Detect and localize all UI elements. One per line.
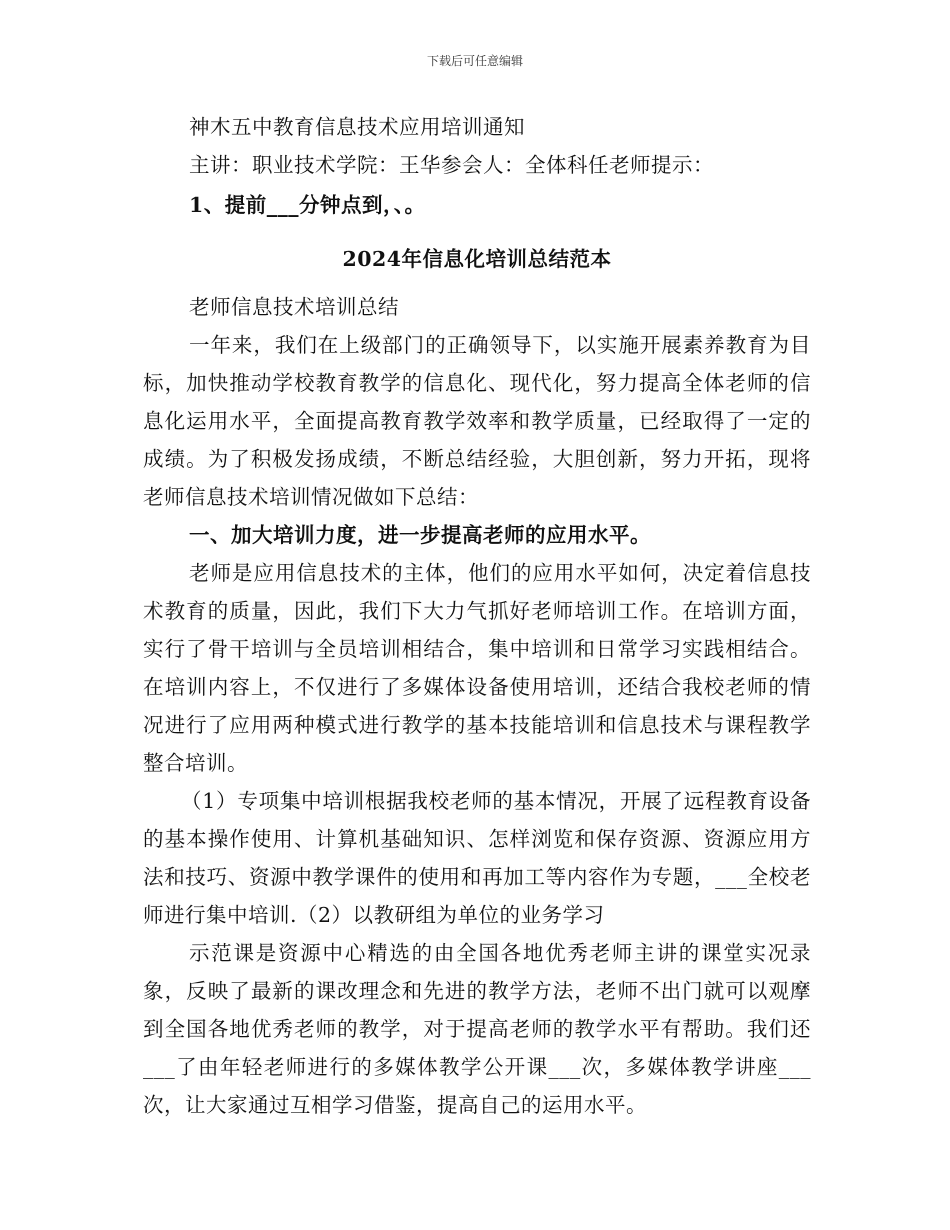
notice-title: 神木五中教育信息技术应用培训通知: [189, 115, 525, 139]
section-heading-1: 一、加大培训力度，进一步提高老师的应用水平。: [189, 523, 651, 547]
paragraph-intro: 一年来，我们在上级部门的正确领导下，以实施开展素养教育为目标，加快推动学校教育教学的信息化、现代化，努力提高全体老师的信息化运用水平，全面提高教育教学效率和教学质量，已经取得了一定的成绩。为了积极发扬成绩，不断总结经验，大胆创新，努力开拓，现将老师信息技术培训情况做如下总结：: [143, 333, 811, 509]
document-subtitle: 老师信息技术培训总结: [189, 295, 399, 319]
document-body: [143, 108, 811, 1124]
paragraph-focused-training: （1）专项集中培训根据我校老师的基本情况，开展了远程教育设备的基本操作使用、计算机基础知识、怎样浏览和保存资源、资源应用方法和技巧、资源中教学课件的使用和再加工等内容作为专题，___全校老师进行集中培训.（2）以教研组为单位的业务学习: [143, 789, 811, 927]
notice-item-1: 1、提前___分钟点到，、。: [189, 193, 426, 217]
paragraph-teacher-training: 老师是应用信息技术的主体，他们的应用水平如何，决定着信息技术教育的质量，因此，我们下大力气抓好老师培训工作。在培训方面，实行了骨干培训与全员培训相结合，集中培训和日常学习实践相结合。在培训内容上，不仅进行了多媒体设备使用培训，还结合我校老师的情况进行了应用两种模式进行教学的基本技能培训和信息技术与课程教学整合培训。: [143, 561, 811, 775]
paragraph-demo-lessons: 示范课是资源中心精选的由全国各地优秀老师主讲的课堂实况录象，反映了最新的课改理念和先进的教学方法，老师不出门就可以观摩到全国各地优秀老师的教学，对于提高老师的教学水平有帮助。我们还___了由年轻老师进行的多媒体教学公开课___次，多媒体教学讲座___次，让大家通过互相学习借鉴，提高自己的运用水平。: [143, 941, 811, 1117]
document-title: 2024年信息化培训总结范本: [342, 247, 612, 271]
notice-speaker-line: 主讲：职业技术学院：王华参会人：全体科任老师提示：: [189, 153, 714, 177]
page-header: 下载后可任意编辑: [426, 54, 523, 68]
